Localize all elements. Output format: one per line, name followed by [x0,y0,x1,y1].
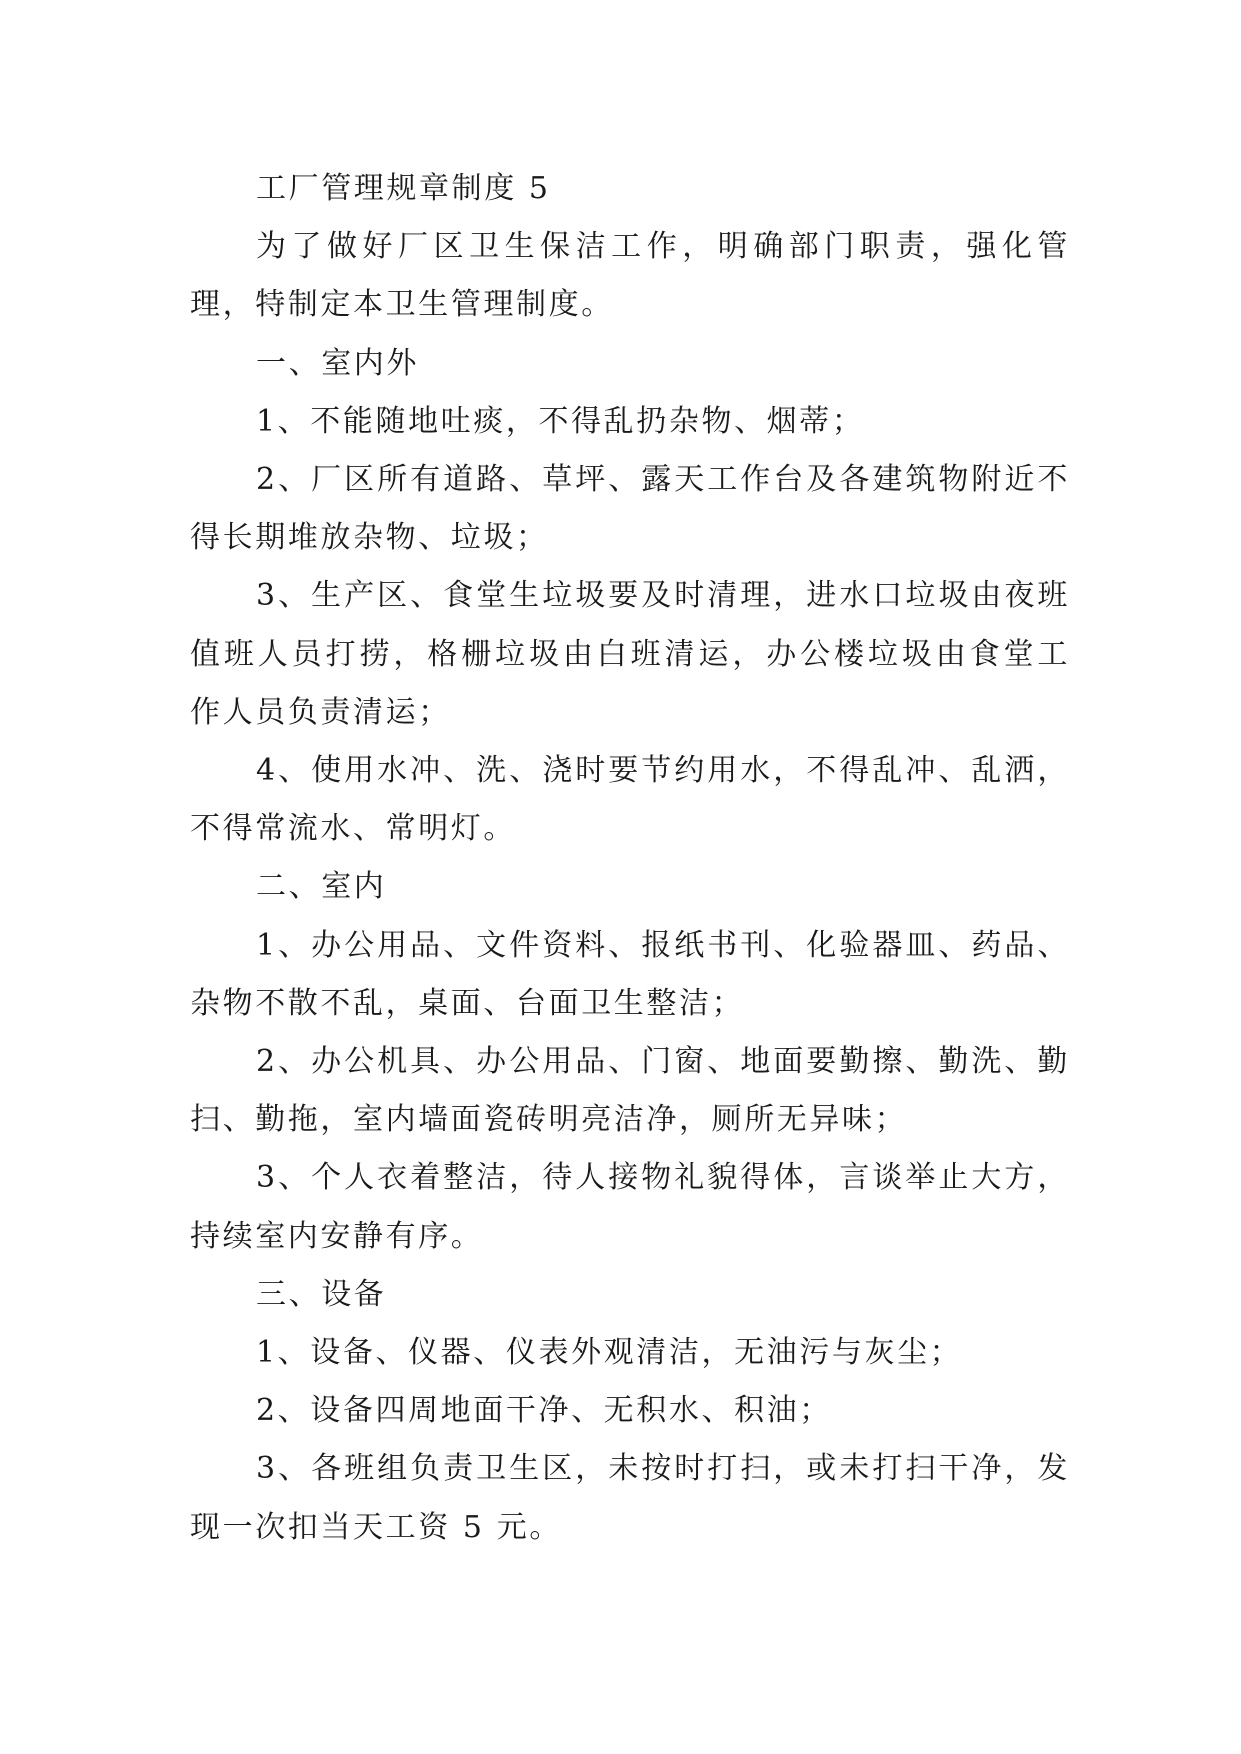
paragraph-item: 2、办公机具、办公用品、门窗、地面要勤擦、勤洗、勤扫、勤拖，室内墙面瓷砖明亮洁净，厕所无异味； [190,1044,1070,1138]
paragraph-intro: 为了做好厂区卫生保洁工作，明确部门职责，强化管理，特制定本卫生管理制度。 [190,229,1070,323]
document-title: 工厂管理规章制度 5 [256,171,551,206]
paragraph-item: 3、生产区、食堂生垃圾要及时清理，进水口垃圾由夜班值班人员打捞，格栅垃圾由白班清运，办公楼垃圾由食堂工作人员负责清运； [190,578,1070,730]
section-heading-indoor: 二、室内 [256,869,387,905]
paragraph-item: 1、不能随地吐痰，不得乱扔杂物、烟蒂； [256,403,865,439]
section-heading-equipment: 三、设备 [256,1276,387,1312]
paragraph-item: 2、厂区所有道路、草坪、露天工作台及各建筑物附近不得长期堆放杂物、垃圾； [190,462,1070,556]
document-body [190,160,1070,1557]
paragraph-item: 3、个人衣着整洁，待人接物礼貌得体，言谈举止大方，持续室内安静有序。 [190,1160,1070,1254]
paragraph-item: 4、使用水冲、洗、浇时要节约用水，不得乱冲、乱洒，不得常流水、常明灯。 [190,753,1070,847]
paragraph-item: 2、设备四周地面干净、无积水、积油； [256,1393,832,1429]
section-heading-indoor-outdoor: 一、室内外 [256,345,419,381]
paragraph-item: 1、办公用品、文件资料、报纸书刊、化验器皿、药品、杂物不散不乱，桌面、台面卫生整洁； [190,927,1070,1021]
paragraph-item: 3、各班组负责卫生区，未按时打扫，或未打扫干净，发现一次扣当天工资 5 元。 [190,1451,1070,1545]
paragraph-item: 1、设备、仪器、仪表外观清洁，无油污与灰尘； [256,1335,963,1371]
